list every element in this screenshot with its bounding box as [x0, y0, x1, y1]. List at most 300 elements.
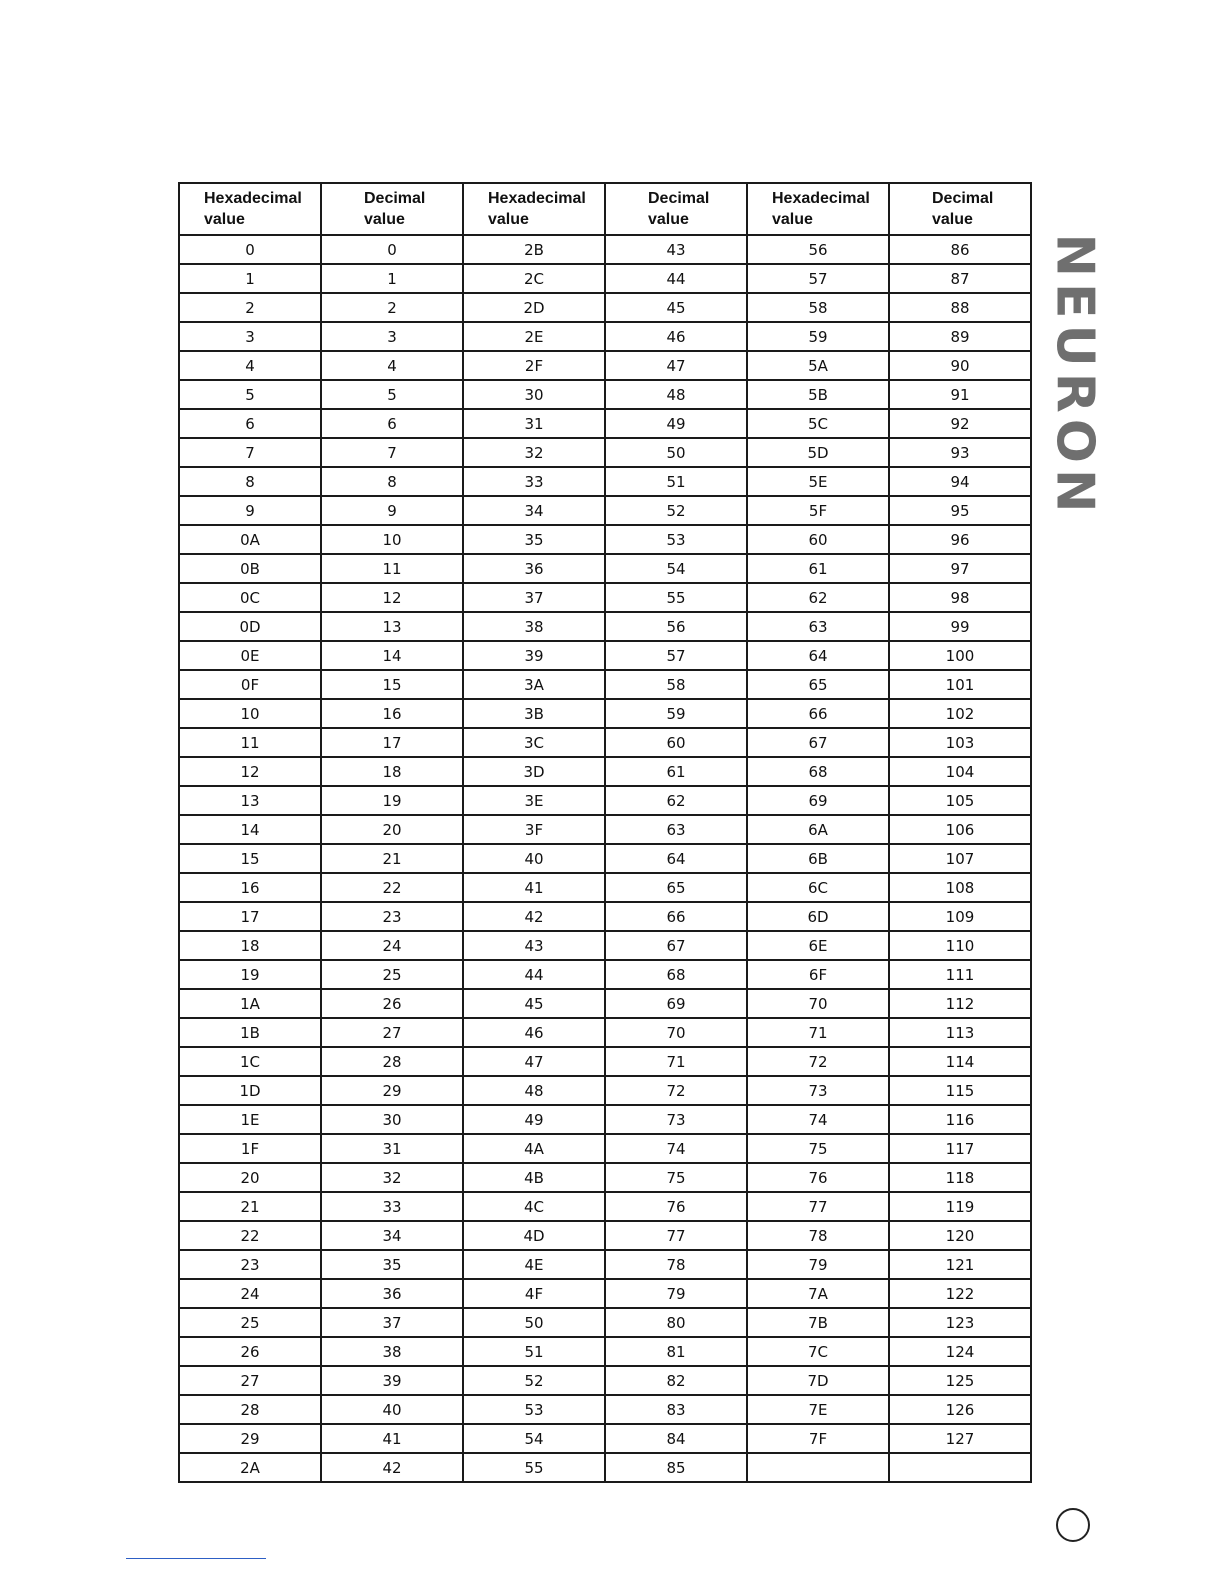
cell-hex-3: 61 [747, 554, 889, 583]
cell-hex-2: 4D [463, 1221, 605, 1250]
cell-hex-2: 2C [463, 264, 605, 293]
cell-hex-1: 0D [179, 612, 321, 641]
brand-logo [1045, 232, 1105, 520]
cell-dec-1: 17 [321, 728, 463, 757]
cell-dec-1: 41 [321, 1424, 463, 1453]
cell-dec-3: 97 [889, 554, 1031, 583]
cell-hex-2: 42 [463, 902, 605, 931]
cell-hex-3: 7E [747, 1395, 889, 1424]
cell-dec-3: 92 [889, 409, 1031, 438]
cell-hex-2: 39 [463, 641, 605, 670]
cell-dec-1: 34 [321, 1221, 463, 1250]
cell-dec-1: 3 [321, 322, 463, 351]
cell-dec-2: 85 [605, 1453, 747, 1482]
table-row [179, 1279, 1031, 1308]
cell-hex-1: 24 [179, 1279, 321, 1308]
cell-dec-1: 36 [321, 1279, 463, 1308]
cell-dec-1: 14 [321, 641, 463, 670]
cell-dec-2: 71 [605, 1047, 747, 1076]
cell-hex-1: 26 [179, 1337, 321, 1366]
cell-hex-2: 50 [463, 1308, 605, 1337]
cell-dec-1: 9 [321, 496, 463, 525]
cell-hex-3: 7F [747, 1424, 889, 1453]
cell-hex-3: 59 [747, 322, 889, 351]
cell-dec-2: 61 [605, 757, 747, 786]
cell-hex-3: 76 [747, 1163, 889, 1192]
cell-hex-3: 72 [747, 1047, 889, 1076]
cell-hex-3: 73 [747, 1076, 889, 1105]
cell-dec-3: 95 [889, 496, 1031, 525]
header-dec-2: Decimal value [605, 183, 747, 235]
cell-dec-3: 96 [889, 525, 1031, 554]
table-row [179, 1250, 1031, 1279]
cell-hex-3: 60 [747, 525, 889, 554]
cell-dec-1: 23 [321, 902, 463, 931]
cell-hex-2: 3A [463, 670, 605, 699]
cell-hex-2: 4B [463, 1163, 605, 1192]
cell-dec-2: 73 [605, 1105, 747, 1134]
cell-hex-1: 15 [179, 844, 321, 873]
cell-dec-2: 51 [605, 467, 747, 496]
cell-dec-1: 10 [321, 525, 463, 554]
table-header-row [179, 183, 1031, 235]
cell-dec-3: 104 [889, 757, 1031, 786]
table-row [179, 1076, 1031, 1105]
cell-hex-2: 46 [463, 1018, 605, 1047]
cell-dec-3: 86 [889, 235, 1031, 264]
cell-hex-1: 9 [179, 496, 321, 525]
cell-dec-1: 4 [321, 351, 463, 380]
cell-dec-2: 84 [605, 1424, 747, 1453]
table-row [179, 786, 1031, 815]
cell-dec-3: 114 [889, 1047, 1031, 1076]
cell-hex-1: 0E [179, 641, 321, 670]
cell-hex-3 [747, 1453, 889, 1482]
cell-dec-2: 80 [605, 1308, 747, 1337]
cell-hex-1: 28 [179, 1395, 321, 1424]
cell-dec-3: 99 [889, 612, 1031, 641]
cell-hex-2: 3F [463, 815, 605, 844]
table-row [179, 351, 1031, 380]
cell-hex-3: 62 [747, 583, 889, 612]
cell-dec-1: 40 [321, 1395, 463, 1424]
table-row [179, 641, 1031, 670]
cell-hex-3: 64 [747, 641, 889, 670]
cell-hex-2: 4E [463, 1250, 605, 1279]
cell-dec-2: 72 [605, 1076, 747, 1105]
cell-hex-1: 17 [179, 902, 321, 931]
cell-hex-2: 2D [463, 293, 605, 322]
table-row [179, 496, 1031, 525]
table-row [179, 438, 1031, 467]
cell-dec-1: 28 [321, 1047, 463, 1076]
table-row [179, 583, 1031, 612]
cell-dec-2: 76 [605, 1192, 747, 1221]
cell-hex-1: 18 [179, 931, 321, 960]
table-row [179, 728, 1031, 757]
table-row [179, 1366, 1031, 1395]
cell-hex-1: 27 [179, 1366, 321, 1395]
cell-dec-3: 101 [889, 670, 1031, 699]
table-row [179, 612, 1031, 641]
cell-dec-3: 117 [889, 1134, 1031, 1163]
cell-dec-1: 27 [321, 1018, 463, 1047]
cell-dec-3: 88 [889, 293, 1031, 322]
brand-logo-text: NEURON [1045, 233, 1105, 519]
cell-dec-1: 37 [321, 1308, 463, 1337]
cell-dec-3: 103 [889, 728, 1031, 757]
cell-dec-1: 30 [321, 1105, 463, 1134]
cell-dec-3: 119 [889, 1192, 1031, 1221]
cell-dec-2: 57 [605, 641, 747, 670]
cell-dec-2: 55 [605, 583, 747, 612]
cell-dec-3: 122 [889, 1279, 1031, 1308]
cell-dec-1: 32 [321, 1163, 463, 1192]
header-hex-2: Hexadecimal value [463, 183, 605, 235]
table-row [179, 467, 1031, 496]
cell-hex-1: 21 [179, 1192, 321, 1221]
cell-dec-2: 74 [605, 1134, 747, 1163]
table-row [179, 1453, 1031, 1482]
cell-hex-2: 32 [463, 438, 605, 467]
cell-hex-2: 51 [463, 1337, 605, 1366]
cell-dec-1: 21 [321, 844, 463, 873]
cell-dec-3: 109 [889, 902, 1031, 931]
cell-dec-1: 11 [321, 554, 463, 583]
cell-hex-2: 2F [463, 351, 605, 380]
cell-dec-2: 83 [605, 1395, 747, 1424]
cell-dec-3: 112 [889, 989, 1031, 1018]
cell-dec-3: 120 [889, 1221, 1031, 1250]
cell-dec-3: 121 [889, 1250, 1031, 1279]
cell-hex-3: 7B [747, 1308, 889, 1337]
cell-hex-2: 52 [463, 1366, 605, 1395]
table-row [179, 1018, 1031, 1047]
cell-dec-3: 126 [889, 1395, 1031, 1424]
cell-dec-1: 18 [321, 757, 463, 786]
cell-hex-3: 69 [747, 786, 889, 815]
cell-dec-3: 111 [889, 960, 1031, 989]
table-row [179, 1163, 1031, 1192]
cell-dec-2: 48 [605, 380, 747, 409]
cell-dec-1: 26 [321, 989, 463, 1018]
cell-hex-2: 3C [463, 728, 605, 757]
cell-dec-3: 107 [889, 844, 1031, 873]
cell-dec-2: 64 [605, 844, 747, 873]
cell-dec-3: 110 [889, 931, 1031, 960]
cell-hex-1: 1D [179, 1076, 321, 1105]
cell-hex-3: 5D [747, 438, 889, 467]
cell-dec-1: 29 [321, 1076, 463, 1105]
cell-hex-1: 7 [179, 438, 321, 467]
cell-dec-2: 69 [605, 989, 747, 1018]
cell-dec-2: 67 [605, 931, 747, 960]
cell-hex-2: 33 [463, 467, 605, 496]
cell-dec-1: 19 [321, 786, 463, 815]
table-row [179, 322, 1031, 351]
cell-hex-3: 5A [747, 351, 889, 380]
cell-dec-3: 124 [889, 1337, 1031, 1366]
cell-hex-1: 20 [179, 1163, 321, 1192]
table-row [179, 1105, 1031, 1134]
cell-hex-2: 43 [463, 931, 605, 960]
cell-hex-3: 6F [747, 960, 889, 989]
cell-dec-1: 8 [321, 467, 463, 496]
cell-hex-3: 7C [747, 1337, 889, 1366]
cell-dec-3: 113 [889, 1018, 1031, 1047]
cell-hex-1: 2 [179, 293, 321, 322]
cell-hex-2: 3B [463, 699, 605, 728]
cell-hex-1: 10 [179, 699, 321, 728]
cell-dec-3: 90 [889, 351, 1031, 380]
cell-dec-2: 78 [605, 1250, 747, 1279]
cell-dec-3: 87 [889, 264, 1031, 293]
header-hex-3: Hexadecimal value [747, 183, 889, 235]
cell-dec-2: 49 [605, 409, 747, 438]
cell-hex-3: 7A [747, 1279, 889, 1308]
cell-hex-3: 6C [747, 873, 889, 902]
cell-hex-1: 0A [179, 525, 321, 554]
cell-hex-3: 77 [747, 1192, 889, 1221]
hex-decimal-table [178, 182, 1032, 1483]
cell-hex-2: 36 [463, 554, 605, 583]
header-hex-1: Hexadecimal value [179, 183, 321, 235]
cell-hex-1: 0B [179, 554, 321, 583]
cell-dec-3: 115 [889, 1076, 1031, 1105]
cell-hex-2: 41 [463, 873, 605, 902]
table-row [179, 757, 1031, 786]
cell-hex-2: 48 [463, 1076, 605, 1105]
cell-dec-1: 42 [321, 1453, 463, 1482]
cell-hex-2: 2B [463, 235, 605, 264]
cell-hex-3: 79 [747, 1250, 889, 1279]
cell-hex-3: 78 [747, 1221, 889, 1250]
cell-dec-3: 125 [889, 1366, 1031, 1395]
cell-dec-3: 93 [889, 438, 1031, 467]
table-row [179, 1395, 1031, 1424]
cell-hex-3: 57 [747, 264, 889, 293]
cell-hex-1: 1B [179, 1018, 321, 1047]
cell-hex-3: 63 [747, 612, 889, 641]
cell-hex-3: 68 [747, 757, 889, 786]
cell-dec-2: 63 [605, 815, 747, 844]
cell-hex-2: 44 [463, 960, 605, 989]
cell-hex-3: 67 [747, 728, 889, 757]
cell-hex-1: 12 [179, 757, 321, 786]
cell-dec-2: 62 [605, 786, 747, 815]
cell-dec-2: 70 [605, 1018, 747, 1047]
cell-hex-2: 38 [463, 612, 605, 641]
table-row [179, 380, 1031, 409]
cell-dec-3: 100 [889, 641, 1031, 670]
cell-dec-3: 127 [889, 1424, 1031, 1453]
cell-dec-1: 20 [321, 815, 463, 844]
table-row [179, 235, 1031, 264]
cell-hex-1: 11 [179, 728, 321, 757]
table-row [179, 989, 1031, 1018]
cell-hex-1: 1 [179, 264, 321, 293]
cell-hex-3: 6D [747, 902, 889, 931]
table-row [179, 873, 1031, 902]
table-row [179, 1192, 1031, 1221]
table-row [179, 1337, 1031, 1366]
cell-dec-2: 54 [605, 554, 747, 583]
cell-dec-3: 94 [889, 467, 1031, 496]
cell-hex-2: 3E [463, 786, 605, 815]
cell-hex-2: 47 [463, 1047, 605, 1076]
table-row [179, 699, 1031, 728]
cell-hex-1: 19 [179, 960, 321, 989]
cell-dec-3: 118 [889, 1163, 1031, 1192]
cell-dec-1: 25 [321, 960, 463, 989]
table-row [179, 554, 1031, 583]
table-row [179, 931, 1031, 960]
cell-hex-1: 22 [179, 1221, 321, 1250]
cell-hex-3: 58 [747, 293, 889, 322]
table-row [179, 409, 1031, 438]
cell-dec-2: 58 [605, 670, 747, 699]
cell-hex-2: 53 [463, 1395, 605, 1424]
cell-dec-2: 43 [605, 235, 747, 264]
table-row [179, 1134, 1031, 1163]
cell-hex-3: 71 [747, 1018, 889, 1047]
cell-dec-1: 6 [321, 409, 463, 438]
cell-hex-1: 0C [179, 583, 321, 612]
cell-dec-3: 106 [889, 815, 1031, 844]
cell-hex-2: 4A [463, 1134, 605, 1163]
cell-dec-2: 77 [605, 1221, 747, 1250]
cell-dec-2: 66 [605, 902, 747, 931]
cell-hex-3: 74 [747, 1105, 889, 1134]
cell-dec-1: 31 [321, 1134, 463, 1163]
table-row [179, 1424, 1031, 1453]
cell-hex-3: 70 [747, 989, 889, 1018]
cell-hex-3: 6B [747, 844, 889, 873]
cell-hex-2: 31 [463, 409, 605, 438]
cell-dec-1: 0 [321, 235, 463, 264]
cell-dec-3 [889, 1453, 1031, 1482]
cell-hex-1: 14 [179, 815, 321, 844]
cell-dec-2: 68 [605, 960, 747, 989]
cell-hex-2: 49 [463, 1105, 605, 1134]
cell-hex-1: 13 [179, 786, 321, 815]
cell-dec-3: 89 [889, 322, 1031, 351]
table-row [179, 1047, 1031, 1076]
cell-hex-3: 5C [747, 409, 889, 438]
cell-dec-2: 81 [605, 1337, 747, 1366]
cell-dec-3: 108 [889, 873, 1031, 902]
cell-hex-3: 6E [747, 931, 889, 960]
cell-hex-1: 23 [179, 1250, 321, 1279]
cell-dec-3: 102 [889, 699, 1031, 728]
cell-dec-2: 45 [605, 293, 747, 322]
cell-dec-3: 98 [889, 583, 1031, 612]
cell-hex-1: 1E [179, 1105, 321, 1134]
cell-hex-2: 34 [463, 496, 605, 525]
cell-dec-1: 1 [321, 264, 463, 293]
cell-hex-2: 3D [463, 757, 605, 786]
cell-hex-3: 6A [747, 815, 889, 844]
cell-dec-2: 75 [605, 1163, 747, 1192]
cell-hex-2: 4C [463, 1192, 605, 1221]
page-number-circle [1056, 1508, 1090, 1542]
cell-hex-3: 5B [747, 380, 889, 409]
cell-dec-2: 46 [605, 322, 747, 351]
cell-dec-2: 59 [605, 699, 747, 728]
cell-dec-1: 24 [321, 931, 463, 960]
cell-hex-2: 30 [463, 380, 605, 409]
cell-hex-2: 35 [463, 525, 605, 554]
cell-dec-3: 123 [889, 1308, 1031, 1337]
cell-hex-3: 65 [747, 670, 889, 699]
cell-hex-3: 66 [747, 699, 889, 728]
cell-hex-1: 3 [179, 322, 321, 351]
cell-hex-2: 37 [463, 583, 605, 612]
cell-dec-3: 116 [889, 1105, 1031, 1134]
table-row [179, 525, 1031, 554]
cell-dec-1: 35 [321, 1250, 463, 1279]
cell-hex-1: 5 [179, 380, 321, 409]
cell-dec-2: 44 [605, 264, 747, 293]
cell-dec-2: 53 [605, 525, 747, 554]
cell-hex-3: 7D [747, 1366, 889, 1395]
cell-dec-2: 65 [605, 873, 747, 902]
cell-dec-1: 33 [321, 1192, 463, 1221]
cell-dec-1: 38 [321, 1337, 463, 1366]
cell-dec-1: 12 [321, 583, 463, 612]
cell-dec-2: 52 [605, 496, 747, 525]
table-row [179, 902, 1031, 931]
cell-dec-2: 56 [605, 612, 747, 641]
footnote-rule [126, 1558, 266, 1559]
cell-dec-2: 50 [605, 438, 747, 467]
cell-hex-3: 56 [747, 235, 889, 264]
header-dec-3: Decimal value [889, 183, 1031, 235]
table-row [179, 293, 1031, 322]
cell-dec-1: 22 [321, 873, 463, 902]
cell-dec-1: 16 [321, 699, 463, 728]
hex-decimal-table-container [178, 182, 1032, 1483]
table-row [179, 670, 1031, 699]
cell-hex-1: 1F [179, 1134, 321, 1163]
cell-hex-3: 5F [747, 496, 889, 525]
cell-hex-2: 54 [463, 1424, 605, 1453]
table-row [179, 815, 1031, 844]
cell-hex-1: 0 [179, 235, 321, 264]
cell-hex-2: 55 [463, 1453, 605, 1482]
cell-hex-1: 8 [179, 467, 321, 496]
cell-hex-1: 6 [179, 409, 321, 438]
cell-hex-2: 2E [463, 322, 605, 351]
cell-hex-1: 1A [179, 989, 321, 1018]
cell-dec-2: 60 [605, 728, 747, 757]
cell-hex-2: 4F [463, 1279, 605, 1308]
cell-hex-1: 2A [179, 1453, 321, 1482]
table-row [179, 844, 1031, 873]
cell-hex-2: 45 [463, 989, 605, 1018]
cell-hex-3: 5E [747, 467, 889, 496]
cell-hex-3: 75 [747, 1134, 889, 1163]
cell-hex-2: 40 [463, 844, 605, 873]
cell-hex-1: 16 [179, 873, 321, 902]
cell-dec-1: 2 [321, 293, 463, 322]
cell-dec-3: 105 [889, 786, 1031, 815]
table-row [179, 1221, 1031, 1250]
table-row [179, 960, 1031, 989]
cell-dec-2: 47 [605, 351, 747, 380]
cell-hex-1: 0F [179, 670, 321, 699]
cell-dec-1: 5 [321, 380, 463, 409]
